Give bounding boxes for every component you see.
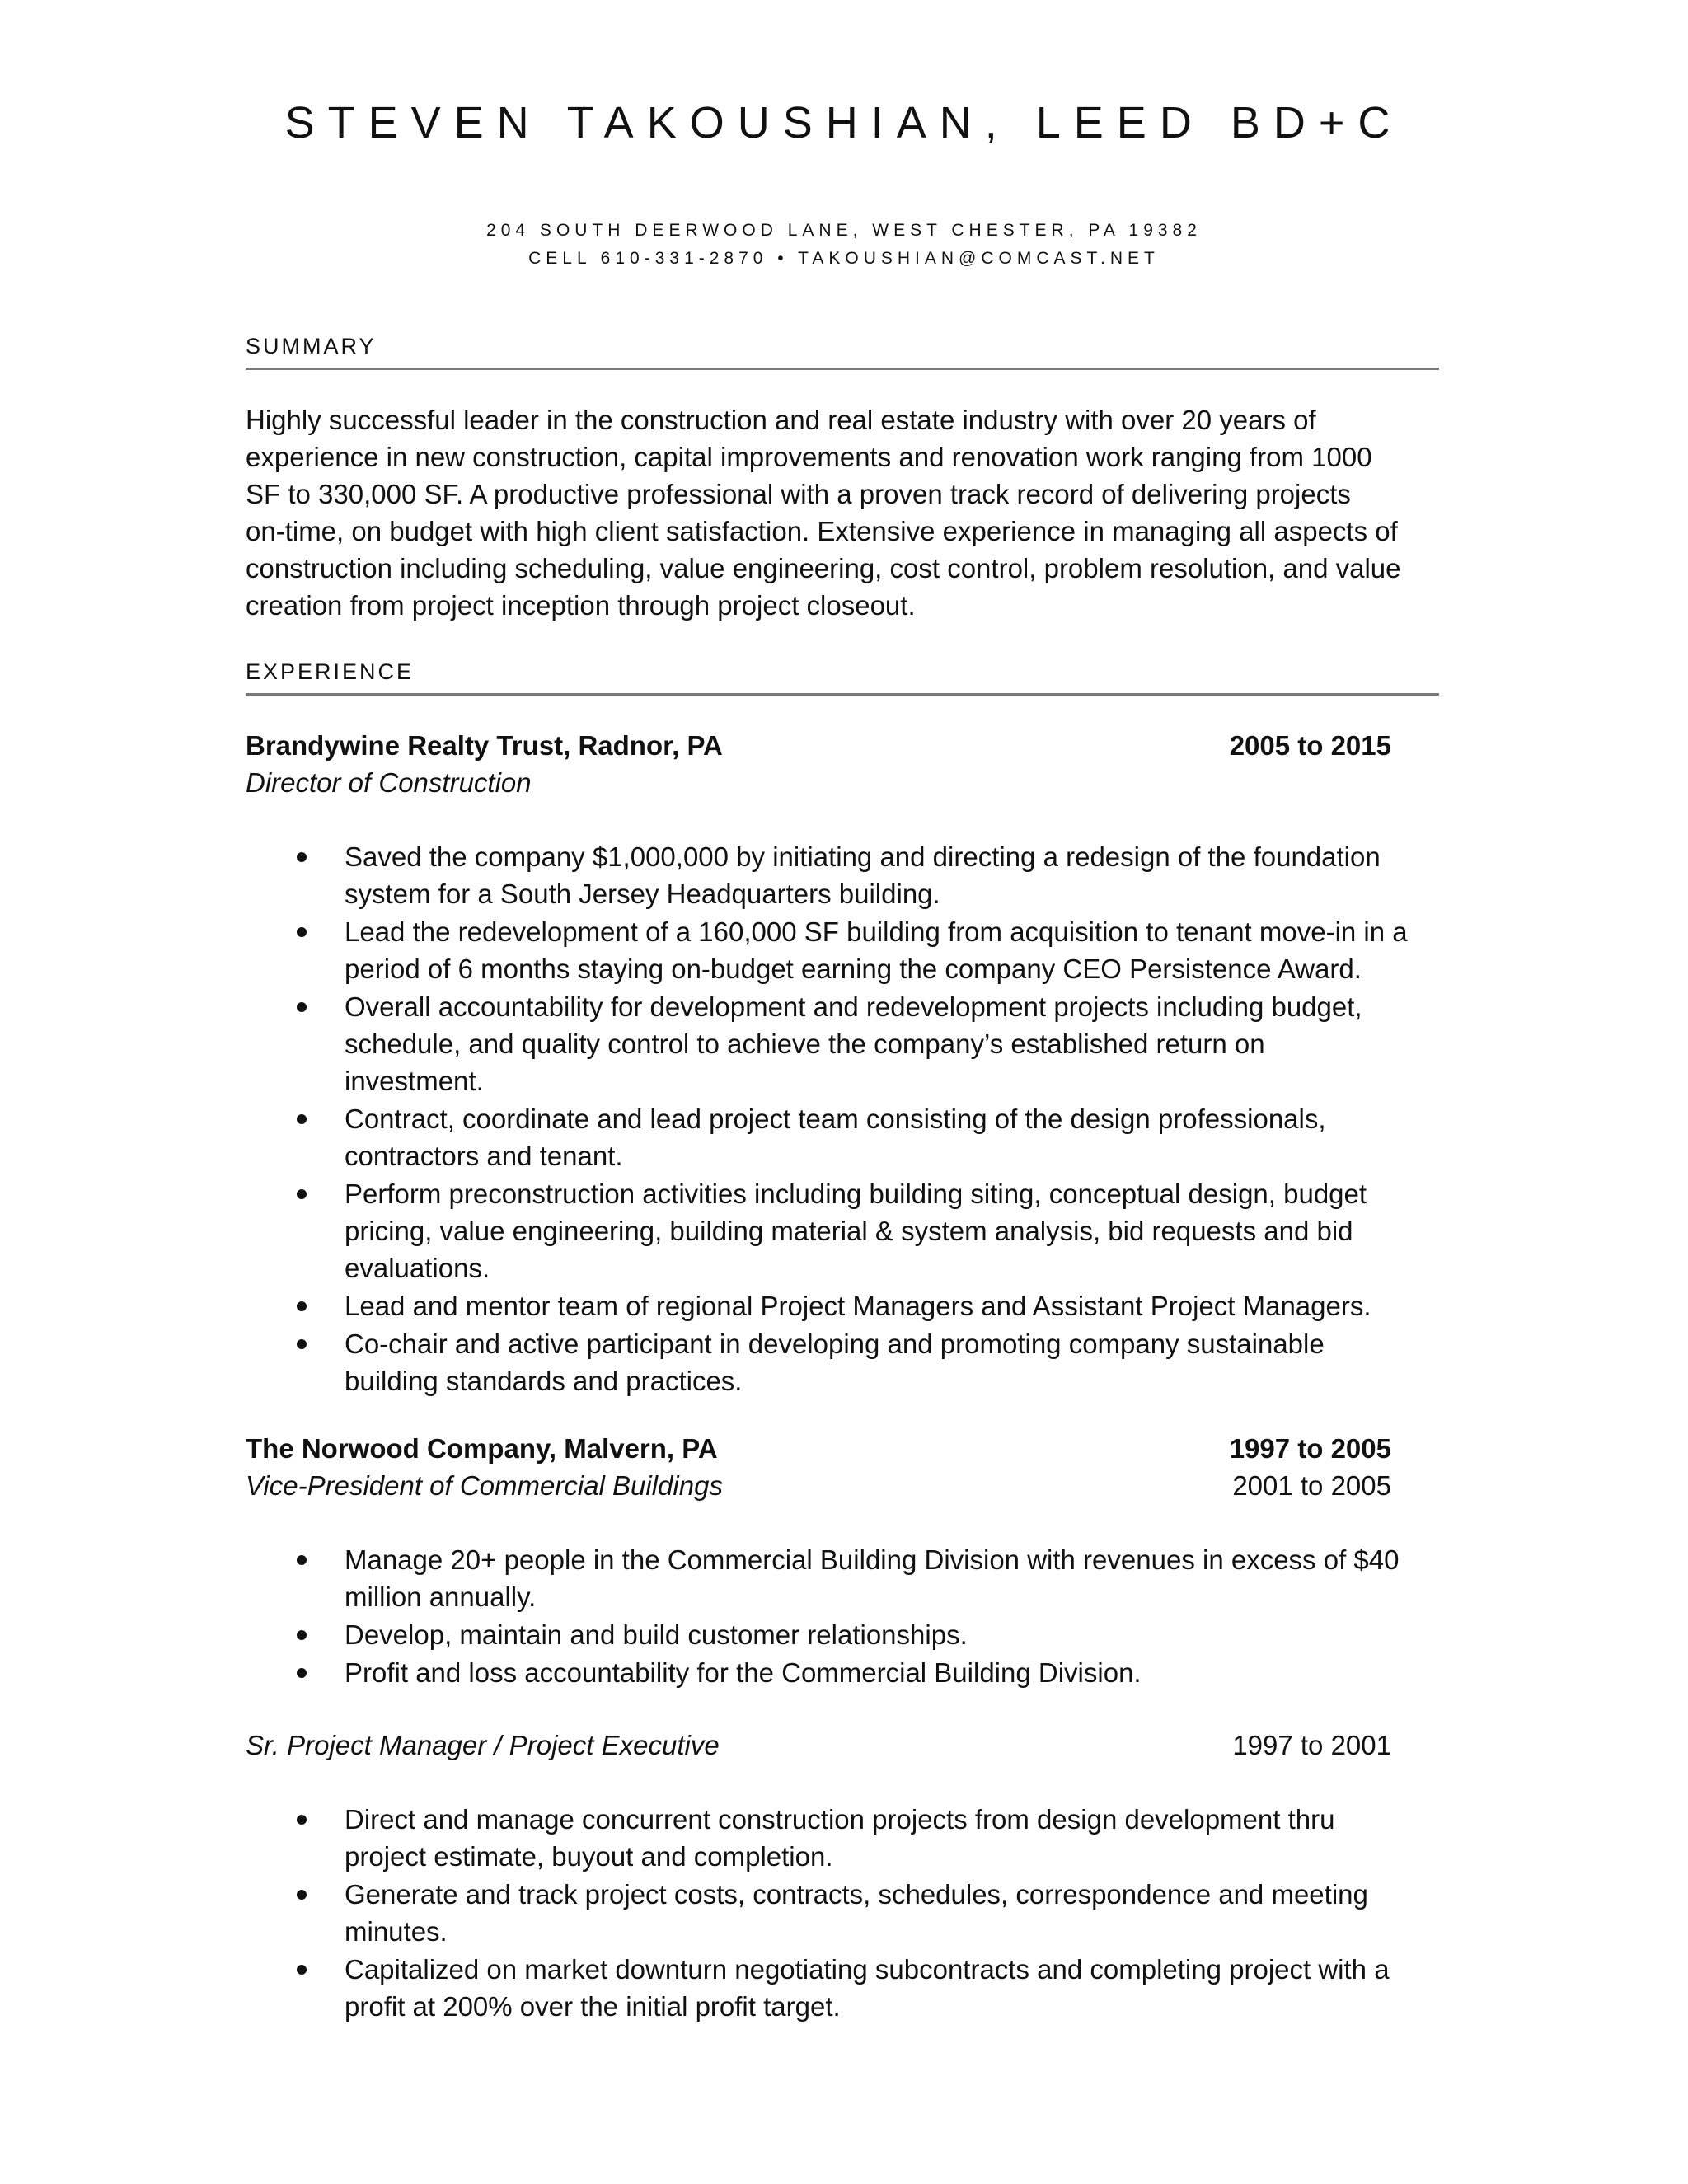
bullet-icon	[297, 1890, 307, 1900]
bullet-icon	[297, 1668, 307, 1678]
bullet-icon	[297, 852, 307, 862]
summary-paragraph	[246, 401, 1449, 624]
job-title: Vice-President of Commercial Buildings	[246, 1470, 723, 1501]
bullet-icon	[297, 1555, 307, 1565]
list-item: Profit and loss accountability for the Commercial Building Division.	[246, 1654, 1449, 1691]
company-name: The Norwood Company, Malvern, PA	[246, 1433, 718, 1464]
list-item: Contract, coordinate and lead project team consisting of the design professionals, contractors and tenant.	[246, 1100, 1449, 1174]
list-item: Manage 20+ people in the Commercial Building Division with revenues in excess of $40 million annually.	[246, 1541, 1449, 1615]
list-item: Generate and track project costs, contracts, schedules, correspondence and meeting minutes.	[246, 1876, 1449, 1950]
job-bullets	[246, 838, 1449, 1400]
company-name: Brandywine Realty Trust, Radnor, PA	[246, 730, 723, 761]
bullet-icon	[297, 1630, 307, 1640]
job-bullets	[246, 1541, 1449, 1692]
contact-line: CELL 610-331-2870 • TAKOUSHIAN@COMCAST.NET	[528, 249, 1160, 268]
summary-line: Highly successful leader in the construction and real estate industry with over 20 years of	[246, 405, 1316, 435]
list-item: Co-chair and active participant in developing and promoting company sustainable building standards and practices.	[246, 1325, 1449, 1399]
job-title: Sr. Project Manager / Project Executive	[246, 1730, 720, 1760]
list-item: Perform preconstruction activities including building siting, conceptual design, budget pricing, value engineering, building material & system analysis, bid requests and bid evaluations.	[246, 1175, 1449, 1286]
bullet-icon	[297, 1965, 307, 1975]
bullet-icon	[297, 1002, 307, 1012]
bullet-icon	[297, 1114, 307, 1124]
job-title-dates: 2001 to 2005	[1232, 1470, 1391, 1501]
list-item: Develop, maintain and build customer relationships.	[246, 1616, 1449, 1653]
job-dates: 2005 to 2015	[1229, 730, 1391, 761]
job-dates: 1997 to 2005	[1229, 1433, 1391, 1464]
job-title-dates: 1997 to 2001	[1232, 1730, 1391, 1760]
bullet-icon	[297, 1815, 307, 1825]
summary-line: creation from project inception through project closeout.	[246, 590, 916, 621]
address-line: 204 SOUTH DEERWOOD LANE, WEST CHESTER, PA 19382	[486, 221, 1202, 240]
bullet-icon	[297, 927, 307, 937]
candidate-name: STEVEN TAKOUSHIAN, LEED BD+C	[284, 98, 1404, 148]
summary-line: experience in new construction, capital improvements and renovation work ranging from 1000	[246, 442, 1372, 472]
job-bullets	[246, 1801, 1449, 2026]
job-title: Director of Construction	[246, 767, 532, 798]
summary-line: on-time, on budget with high client satisfaction. Extensive experience in managing all aspects of	[246, 516, 1398, 546]
list-item: Overall accountability for development and redevelopment projects including budget, schedule, and quality control to achieve the company’s established return on investment.	[246, 988, 1449, 1099]
bullet-icon	[297, 1339, 307, 1349]
list-item: Lead and mentor team of regional Project Managers and Assistant Project Managers.	[246, 1287, 1449, 1324]
list-item: Lead the redevelopment of a 160,000 SF building from acquisition to tenant move-in in a period of 6 months staying on-budget earning the company CEO Persistence Award.	[246, 913, 1449, 987]
bullet-icon	[297, 1301, 307, 1311]
list-item: Capitalized on market downturn negotiating subcontracts and completing project with a profit at 200% over the initial profit target.	[246, 1951, 1449, 2025]
list-item: Direct and manage concurrent construction projects from design development thru project estimate, buyout and completion.	[246, 1801, 1449, 1875]
summary-heading: SUMMARY	[246, 334, 1439, 370]
bullet-icon	[297, 1189, 307, 1199]
summary-line: SF to 330,000 SF. A productive professional with a proven track record of delivering projects	[246, 479, 1351, 509]
experience-heading: EXPERIENCE	[246, 659, 1439, 696]
list-item: Saved the company $1,000,000 by initiating and directing a redesign of the foundation system for a South Jersey Headquarters building.	[246, 838, 1449, 912]
summary-line: construction including scheduling, value engineering, cost control, problem resolution, and value	[246, 553, 1401, 583]
